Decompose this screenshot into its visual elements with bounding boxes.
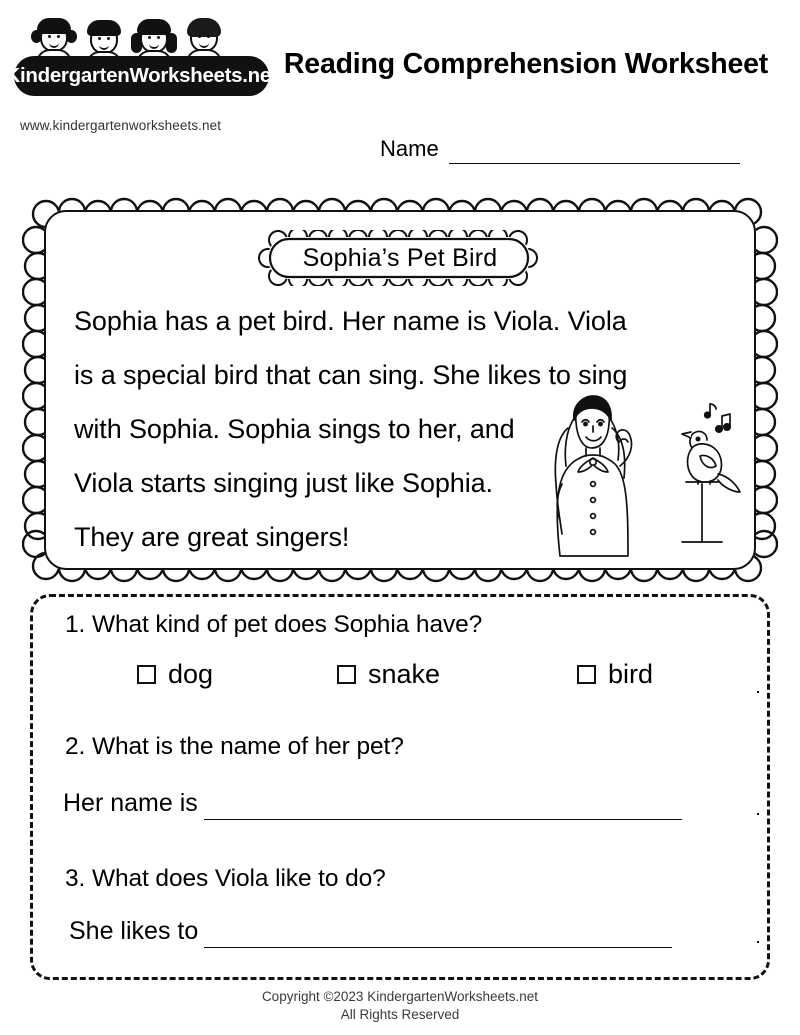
page-dot-decoration: [757, 941, 759, 943]
footer-copyright: Copyright ©2023 KindergartenWorksheets.net: [261, 989, 539, 1004]
checkbox-dog[interactable]: [137, 665, 156, 684]
name-field-row: [380, 136, 740, 164]
question-3-answer-row: [69, 917, 672, 948]
page-footer: [0, 988, 800, 1024]
questions-panel: [30, 594, 770, 980]
story-line: Viola starts singing just like Sophia.: [74, 468, 493, 498]
question-3-answer-input[interactable]: [204, 923, 672, 948]
option-dog-label: dog: [168, 659, 214, 689]
girl-and-singing-bird-illustration: [516, 392, 746, 562]
question-2-answer-input[interactable]: [204, 795, 682, 820]
story-panel: [22, 192, 778, 588]
story-title: Sophia’s Pet Bird: [302, 243, 498, 272]
page-dot-decoration: [757, 813, 759, 815]
page-title: Reading Comprehension Worksheet: [283, 48, 769, 80]
option-bird-label: bird: [608, 659, 654, 689]
story-line: They are great singers!: [74, 522, 350, 552]
question-1-text: 1. What kind of pet does Sophia have?: [65, 611, 483, 638]
footer-rights: All Rights Reserved: [340, 1007, 460, 1022]
option-dog[interactable]: [137, 659, 337, 690]
checkbox-snake[interactable]: [337, 665, 356, 684]
question-3-answer-prefix: She likes to: [69, 917, 199, 945]
question-3-text: 3. What does Viola like to do?: [65, 865, 386, 892]
option-snake-label: snake: [368, 659, 441, 689]
checkbox-bird[interactable]: [577, 665, 596, 684]
site-logo-text: KindergartenWorksheets.net: [5, 64, 278, 87]
question-1-options: [137, 659, 737, 690]
question-2-answer-row: [63, 789, 682, 820]
site-logo-banner[interactable]: [5, 56, 278, 96]
question-2-text: 2. What is the name of her pet?: [65, 733, 404, 760]
question-2-answer-prefix: Her name is: [63, 789, 198, 817]
site-url[interactable]: www.kindergartenworksheets.net: [20, 118, 222, 133]
story-line: Sophia has a pet bird. Her name is Viola. Viola: [74, 306, 627, 336]
option-snake[interactable]: [337, 659, 577, 690]
name-label: Name: [380, 136, 439, 161]
page-dot-decoration: [757, 691, 759, 693]
story-line: with Sophia. Sophia sings to her, and: [74, 414, 515, 444]
option-bird[interactable]: [577, 659, 737, 690]
story-title-bubble: [250, 230, 550, 286]
name-input[interactable]: [449, 141, 740, 164]
kids-illustration-icon: [32, 18, 232, 60]
page-header: [0, 0, 800, 175]
story-box: [44, 210, 756, 570]
story-line: is a special bird that can sing. She likes to sing: [74, 360, 628, 390]
